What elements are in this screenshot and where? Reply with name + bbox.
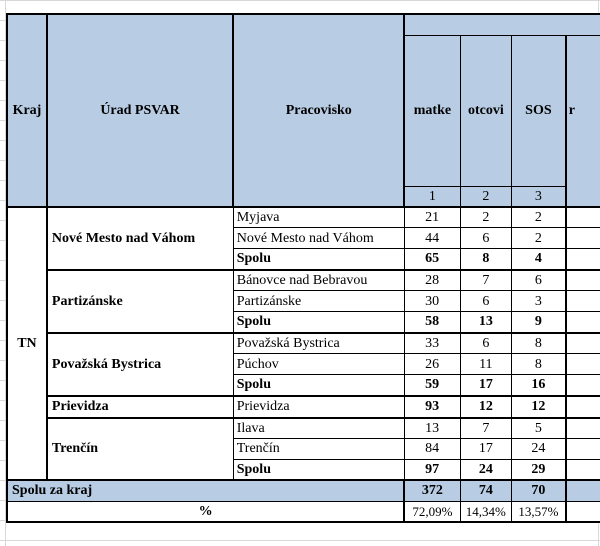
site-name: Partizánske <box>233 291 404 312</box>
header-pracovisko: Pracovisko <box>233 14 404 207</box>
cell-sos: 8 <box>512 354 566 375</box>
cell-matke: 13 <box>404 418 460 439</box>
cell-sos: 6 <box>512 270 566 291</box>
percent-otcovi: 14,34% <box>460 501 512 522</box>
cell-otcovi: 13 <box>460 312 512 333</box>
site-name: Považská Bystrica <box>233 333 404 354</box>
header-otcovi: otcovi <box>460 35 512 186</box>
header-matke: matke <box>404 35 460 186</box>
cell-otcovi: 17 <box>460 375 512 396</box>
header-partial: r <box>566 35 600 186</box>
site-name: Trenčín <box>233 438 404 459</box>
cell-matke: 84 <box>404 438 460 459</box>
site-name: Spolu <box>233 375 404 396</box>
cell-matke: 33 <box>404 333 460 354</box>
site-name: Prievidza <box>233 396 404 418</box>
cell-otcovi: 2 <box>460 207 512 228</box>
cell-otcovi: 6 <box>460 333 512 354</box>
cell-sos: 29 <box>512 459 566 480</box>
percent-sos: 13,57% <box>512 501 566 522</box>
site-name: Spolu <box>233 312 404 333</box>
cell-matke: 26 <box>404 354 460 375</box>
cell-otcovi: 7 <box>460 418 512 439</box>
cell-otcovi: 6 <box>460 291 512 312</box>
cell-sos: 5 <box>512 418 566 439</box>
colnum-otcovi: 2 <box>460 186 512 207</box>
colnum-partial <box>566 186 600 207</box>
colnum-sos: 3 <box>512 186 566 207</box>
cell-otcovi: 8 <box>460 249 512 270</box>
site-name: Spolu <box>233 249 404 270</box>
office-name: Prievidza <box>47 396 233 418</box>
percent-label: % <box>7 501 404 522</box>
total-otcovi: 74 <box>460 480 512 501</box>
cell-matke: 44 <box>404 228 460 249</box>
cell-sos: 4 <box>512 249 566 270</box>
cell-sos: 9 <box>512 312 566 333</box>
site-name: Myjava <box>233 207 404 228</box>
cell-otcovi: 7 <box>460 270 512 291</box>
cell-matke: 65 <box>404 249 460 270</box>
cell-otcovi: 17 <box>460 438 512 459</box>
cell-matke: 30 <box>404 291 460 312</box>
header-sos: SOS <box>512 35 566 186</box>
site-name: Spolu <box>233 459 404 480</box>
cell-otcovi: 6 <box>460 228 512 249</box>
office-name: Nové Mesto nad Váhom <box>47 207 233 270</box>
header-kraj: Kraj <box>7 14 47 207</box>
cell-sos: 3 <box>512 291 566 312</box>
cell-otcovi: 24 <box>460 459 512 480</box>
colnum-matke: 1 <box>404 186 460 207</box>
cell-otcovi: 12 <box>460 396 512 418</box>
percent-matke: 72,09% <box>404 501 460 522</box>
header-group-cell <box>404 14 600 35</box>
cell-sos: 2 <box>512 228 566 249</box>
cell-matke: 93 <box>404 396 460 418</box>
cell-matke: 58 <box>404 312 460 333</box>
total-label: Spolu za kraj <box>7 480 404 501</box>
site-name: Púchov <box>233 354 404 375</box>
cell-matke: 21 <box>404 207 460 228</box>
cell-sos: 8 <box>512 333 566 354</box>
cell-sos: 24 <box>512 438 566 459</box>
site-name: Ilava <box>233 418 404 439</box>
cell-matke: 97 <box>404 459 460 480</box>
cell-sos: 16 <box>512 375 566 396</box>
cell-sos: 12 <box>512 396 566 418</box>
site-name: Nové Mesto nad Váhom <box>233 228 404 249</box>
data-table <box>6 13 600 523</box>
office-name: Partizánske <box>47 270 233 333</box>
office-name: Trenčín <box>47 418 233 481</box>
total-matke: 372 <box>404 480 460 501</box>
cell-matke: 28 <box>404 270 460 291</box>
cell-otcovi: 11 <box>460 354 512 375</box>
total-sos: 70 <box>512 480 566 501</box>
office-name: Považská Bystrica <box>47 333 233 396</box>
cell-matke: 59 <box>404 375 460 396</box>
cell-sos: 2 <box>512 207 566 228</box>
site-name: Bánovce nad Bebravou <box>233 270 404 291</box>
region-cell: TN <box>7 207 47 481</box>
header-urad: Úrad PSVAR <box>47 14 233 207</box>
